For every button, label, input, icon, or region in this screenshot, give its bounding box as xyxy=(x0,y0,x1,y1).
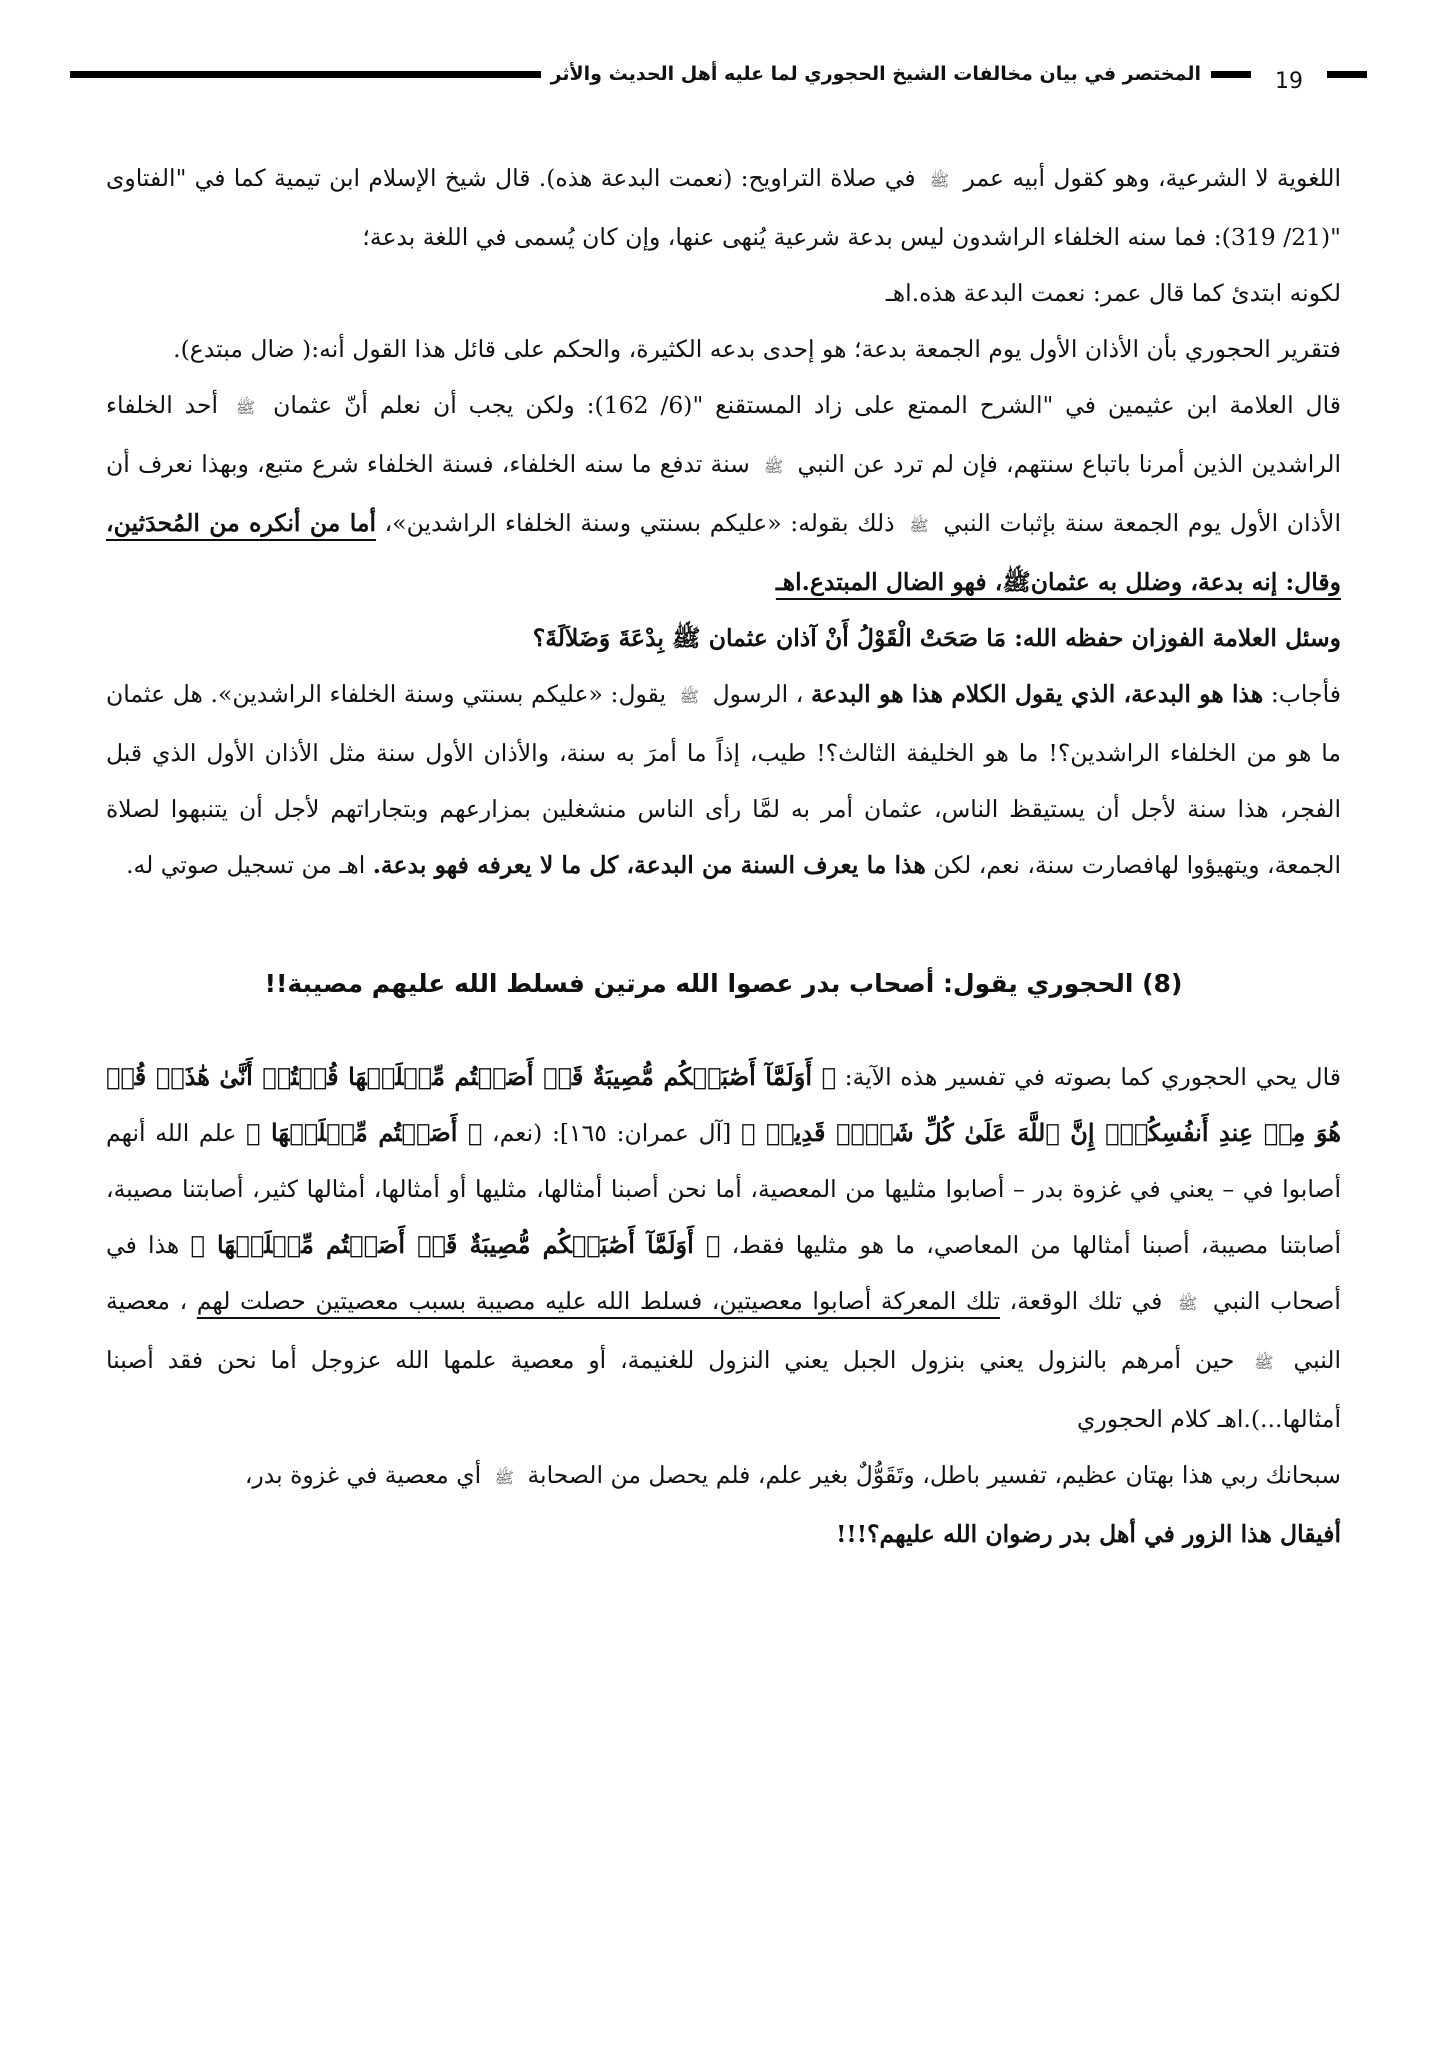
paragraph-7 xyxy=(106,1447,1341,1506)
paragraph-4: وسئل العلامة الفوزان حفظه الله: مَا صَحَتْ الْقَوْلُ أَنْ آذان عثمان ﷺ بِدْعَةَ وَضَلاَلَةَ؟ xyxy=(532,624,1341,652)
underlined-bold-text: أما من أنكره من المُحدَثين، وقال: إنه بدعة، وضلل به عثمانﷺ، فهو الضال المبتدع.اهـ xyxy=(106,509,1341,596)
header-rule-left xyxy=(70,71,541,78)
underlined-text: تلك المعركة أصابوا معصيتين، فسلط الله عليه مصيبة بسبب معصيتين حصلت لهم xyxy=(196,1287,1000,1315)
quran-verse: ﴿ أَوَلَمَّآ أَصَٰبَتۡكُم مُّصِيبَةٌ قَدۡ أَصَبۡتُم مِّثۡلَيۡهَا ﴾ xyxy=(190,1230,721,1259)
text-run: يقول: «عليكم بسنتي وسنة الخلفاء الراشدين». هل عثمان ما هو من الخلفاء الراشدين؟! ما هو الخليفة الثالث؟! طيب، إذاً ما أمرَ به سنة، والأذان الأول سنة مثل الأذان الأول الذي قبل الفجر، هذا سنة لأجل أن يستيقظ الناس، عثمان أمر به لمَّا رأى الناس منشغلين بمزارعهم وبتجاراتهم لأجل أن يتنبهوا لصلاة الجمعة، ويتهيؤوا لهافصارت سنة، نعم، لكن xyxy=(106,680,1341,879)
text-run: علم الله أنهم أصابوا في – يعني في غزوة بدر – أصابوا مثليها من المعصية، أما نحن أصبنا أمثالها، مثليها أو أمثالها، أمثالها كثير، أصابتنا مصيبة، أصابتنا مصيبة، أصبنا أمثالها من المعاصي، ما هو مثليها فقط، xyxy=(106,1119,1341,1259)
text-run: سنة تدفع ما سنه الخلفاء، فسنة الخلفاء شرع متبع، وبهذا نعرف أن الأذان الأول يوم الجمعة سنة بإثبات النبي xyxy=(106,450,1341,537)
header-title: المختصر في بيان مخالفات الشيخ الحجوري لما عليه أهل الحديث والأثر xyxy=(550,63,1201,85)
honorific-mark: ﷺ xyxy=(764,457,784,476)
honorific-mark: ﷺ xyxy=(235,398,256,417)
text-run: سبحانك ربي هذا بهتان عظيم، تفسير باطل، وتَقَوُّلٌ بغير علم، فلم يحصل من الصحابة xyxy=(527,1461,1341,1489)
page-header xyxy=(60,44,1377,104)
header-rule-right xyxy=(1327,71,1367,78)
text-run: في "الفتاوى "(21/ 319): فما سنه الخلفاء الراشدون ليس بدعة شرعية يُنهى عنها، وإن كان يُسمى في اللغة بدعة؛ xyxy=(106,164,1341,251)
text-run: في صلاة التراويح: (نعمت البدعة هذه). قال شيخ الإسلام ابن تيمية كما xyxy=(233,164,916,192)
text-run: ، معصية النبي xyxy=(106,1287,1341,1374)
text-run: لكونه ابتدئ كما قال عمر: نعمت البدعة هذه.اهـ xyxy=(885,279,1341,307)
honorific-mark: ﷺ xyxy=(1177,1294,1198,1313)
bold-text: هذا هو البدعة، الذي يقول الكلام هذا هو البدعة xyxy=(810,680,1264,708)
text-run: اللغوية لا الشرعية، وهو كقول أبيه عمر xyxy=(963,164,1341,192)
verse-reference: [آل عمران: ١٦٥]: (نعم، xyxy=(492,1119,732,1147)
text-run: فأجاب: xyxy=(1270,680,1341,708)
bold-text: هذا ما يعرف السنة من البدعة، كل ما لا يعرفه فهو بدعة. xyxy=(372,851,926,879)
quran-verse: ﴿ أَصَبۡتُم مِّثۡلَيۡهَا ﴾ xyxy=(246,1118,483,1147)
paragraph-8: أفيقال هذا الزور في أهل بدر رضوان الله عليهم؟!!! xyxy=(836,1520,1341,1548)
header-rule-mid xyxy=(1211,71,1251,78)
text-run: ، الرسول xyxy=(712,680,804,708)
honorific-mark: ﷺ xyxy=(494,1468,514,1487)
text-run: أحد الخلفاء الراشدين الذين أمرنا باتباع سنتهم، فإن لم ترد عن النبي xyxy=(106,391,1341,478)
honorific-mark: ﷺ xyxy=(1254,1353,1274,1372)
text-run: حين أمرهم بالنزول يعني بنزول الجبل يعني النزول للغنيمة، أو معصية علمها الله عزوجل أما نحن فقد أصبنا أمثالها...).اهـ كلام الحجوري xyxy=(106,1346,1341,1433)
paragraph-6 xyxy=(106,1049,1341,1447)
text-run: أي معصية في غزوة بدر، xyxy=(244,1461,482,1489)
paragraph-2: فتقرير الحجوري بأن الأذان الأول يوم الجمعة بدعة؛ هو إحدى بدعه الكثيرة، والحكم على قائل هذا القول أنه:( ضال مبتدع). xyxy=(173,335,1341,363)
section-heading: (8) الحجوري يقول: أصحاب بدر عصوا الله مرتين فسلط الله عليهم مصيبة!! xyxy=(264,969,1183,998)
honorific-mark: ﷺ xyxy=(909,516,929,535)
body-text xyxy=(106,150,1341,1562)
text-run: في تلك الوقعة، xyxy=(1009,1287,1163,1315)
paragraph-3 xyxy=(106,377,1341,610)
honorific-mark: ﷺ xyxy=(679,687,700,706)
paragraph-5 xyxy=(106,666,1341,893)
text-run: قال يحي الحجوري كما بصوته في تفسير هذه الآية: xyxy=(844,1063,1341,1091)
honorific-mark: ﷺ xyxy=(929,171,950,190)
text-run: اهـ من تسجيل صوتي له. xyxy=(126,851,366,879)
text-run: قال العلامة ابن عثيمين في "الشرح الممتع على زاد المستقنع "(6/ 162): ولكن يجب أن نعلم أنّ عثمان xyxy=(273,391,1341,419)
text-run: هذا في أصحاب النبي xyxy=(106,1231,1341,1315)
paragraph-1 xyxy=(106,150,1341,321)
page-number: 19 xyxy=(1275,68,1303,94)
quran-verse: ﴿ أَوَلَمَّآ أَصَٰبَتۡكُم مُّصِيبَةٌ قَدۡ أَصَبۡتُم مِّثۡلَيۡهَا قُلۡتُمۡ أَنَّىٰ هَٰذَاۖ قُلۡ هُوَ مِنۡ عِندِ أَنفُسِكُمۡۗ إِنَّ ٱللَّهَ عَلَىٰ كُلِّ شَيۡءٖ قَدِيرٞ ﴾ xyxy=(106,1062,1341,1147)
text-run: ذلك بقوله: «عليكم بسنتي وسنة الخلفاء الراشدين»، xyxy=(384,509,895,537)
